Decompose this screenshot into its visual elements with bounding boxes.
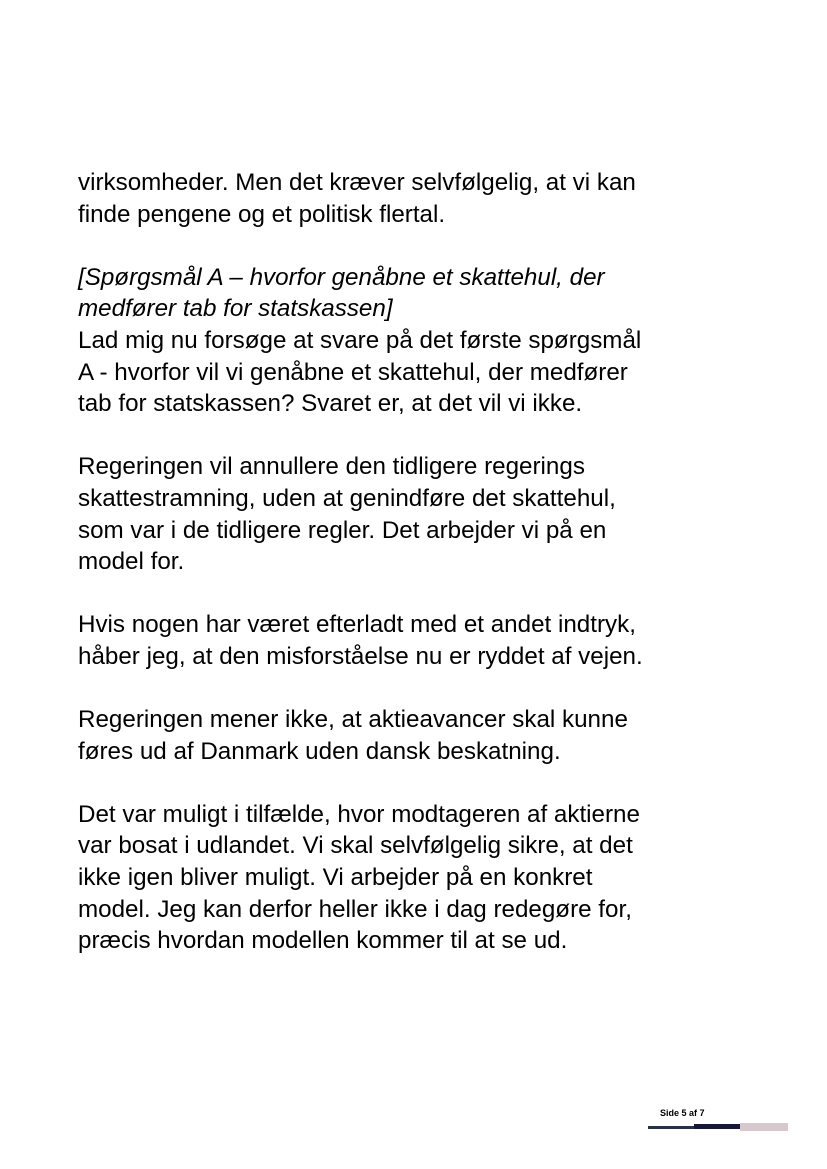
paragraph: Det var muligt i tilfælde, hvor modtageren af aktierne var bosat i udlandet. Vi skal selvfølgelig sikre, at det ikke igen bliver muligt. Vi arbejder på en konkret model. Jeg kan derfor heller ikke i dag redegøre for, præcis hvordan modellen kommer til at se ud. (78, 800, 640, 955)
paragraph: Regeringen mener ikke, at aktieavancer skal kunne føres ud af Danmark uden dansk beskatning. (78, 706, 628, 765)
page-progress-bar (648, 1124, 788, 1130)
paragraph: Lad mig nu forsøge at svare på det første spørgsmål A - hvorfor vil vi genåbne et skattehul, der medfører tab for statskassen? Svaret er, at det vil vi ikke. (78, 326, 642, 418)
section-heading: [Spørgsmål A – hvorfor genåbne et skattehul, der medfører tab for statskassen] (78, 263, 605, 323)
paragraph: virksomheder. Men det kræver selvfølgelig, at vi kan finde pengene og et politisk flertal. (78, 169, 636, 228)
page-number: Side 5 af 7 (660, 1108, 705, 1118)
document-body (78, 167, 778, 957)
paragraph: Hvis nogen har været efterladt med et andet indtryk, håber jeg, at den misforståelse nu er ryddet af vejen. (78, 611, 643, 670)
bar-segment-right (740, 1123, 788, 1131)
bar-segment-mid (694, 1124, 740, 1129)
paragraph: Regeringen vil annullere den tidligere regerings skattestramning, uden at genindføre det skattehul, som var i de tidligere regler. Det arbejder vi på en model for. (78, 453, 616, 576)
bar-segment-left (648, 1126, 694, 1129)
